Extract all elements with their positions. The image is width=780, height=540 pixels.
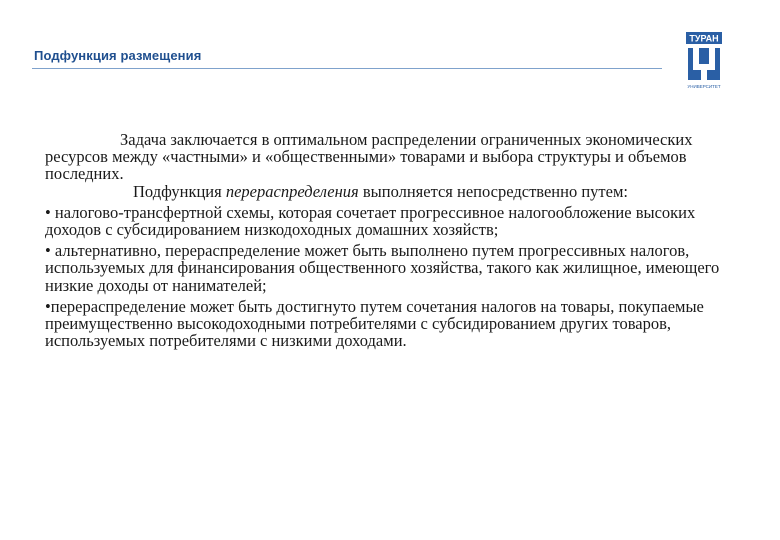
logo-name: ТУРАН xyxy=(689,33,719,44)
list-item: • альтернативно, перераспределение может быть выполнено путем прогрессивных налогов, используемых для финансирования общественного хозяйства, такого как жилищное, имеющего низкие доходы от нанимателей; xyxy=(45,241,720,295)
list-item: •перераспределение может быть достигнуто путем сочетания налогов на товары, покупаемые преимущественно высокодоходными потребителями с субсидированием других товаров, используемых потребителями с низкими доходами. xyxy=(45,296,704,351)
emphasis-term: перераспределения xyxy=(225,181,359,201)
logo-caption: УНИВЕРСИТЕТ xyxy=(687,84,721,89)
list-item: • налогово-трансфертной схемы, которая сочетает прогрессивное налогообложение высоких доходов с субсидированием низкодоходных домашних хозяйств; xyxy=(45,202,696,240)
university-logo xyxy=(684,30,724,92)
title-underline xyxy=(32,68,662,69)
main-text xyxy=(45,131,740,349)
page-title: Подфункция размещения xyxy=(34,48,202,63)
paragraph-task: Задача заключается в оптимальном распределении ограниченных экономических ресурсов между «частными» и «общественными» товарами и выбора структуры и объемов последних. xyxy=(45,130,693,184)
paragraph-redistribution: Подфункция перераспределения выполняется непосредственно путем: xyxy=(133,181,628,201)
